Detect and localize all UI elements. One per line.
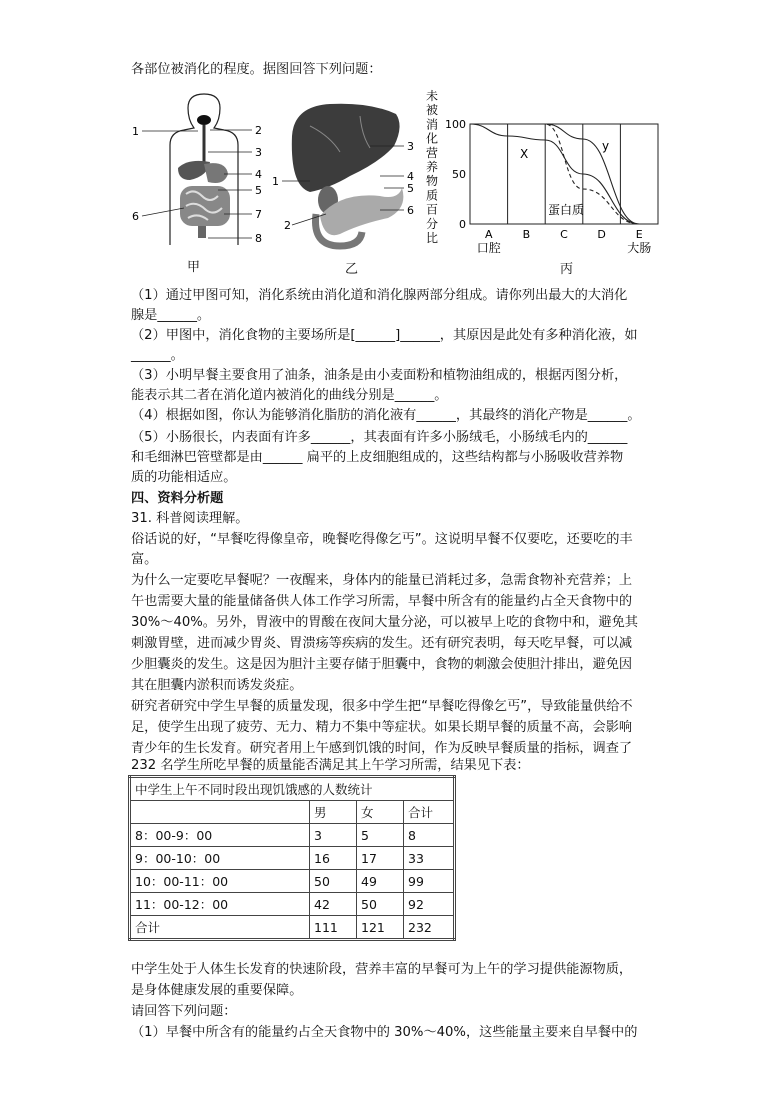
after-table-line-3: 请回答下列问题： — [131, 1004, 237, 1019]
question-line-8: （5）小肠很长，内表面有许多______，其表面有许多小肠绒毛，小肠绒毛内的______ — [131, 430, 628, 445]
jia-label-3: 3 — [255, 146, 262, 159]
ylabel-char: 被 — [426, 103, 439, 118]
question-line-7: （4）根据如图，你认为能够消化脂肪的消化液有______，其最终的消化产物是______。 — [131, 408, 641, 423]
table-cell: 50 — [357, 893, 404, 916]
x-tick-label: C — [560, 228, 568, 241]
passage-line-10: 研究者研究中学生早餐的质量发现，很多中学生把“早餐吃得像乞丐”，导致能量供给不 — [131, 699, 633, 714]
x-tick-label: B — [522, 228, 531, 241]
question-line-5: （3）小明早餐主要食用了油条，油条是由小麦面粉和植物油组成的，根据丙图分析， — [131, 368, 628, 383]
ylabel-char: 物 — [426, 174, 439, 189]
ylabel-char: 消 — [426, 117, 439, 132]
table-cell: 111 — [310, 916, 357, 940]
yi-label-2: 2 — [284, 219, 291, 232]
question-line-10: 质的功能相适应。 — [131, 470, 237, 485]
table-cell: 3 — [310, 824, 357, 847]
x-tick-label: A — [485, 228, 493, 241]
curve-label-protein: 蛋白质 — [548, 203, 585, 217]
ylabel-char: 分 — [426, 216, 439, 231]
table-cell: 99 — [404, 870, 455, 893]
figure-jia-digestive-system — [128, 90, 274, 248]
table-row — [130, 916, 455, 940]
table-cell: 232 — [404, 916, 455, 940]
jia-label-4: 4 — [255, 168, 262, 181]
ylabel-char: 养 — [426, 160, 439, 174]
y-tick-label: 0 — [459, 218, 466, 231]
x-sub-label: 大肠 — [627, 241, 652, 255]
table-cell: 50 — [310, 870, 357, 893]
table-header-cell: 女 — [357, 801, 404, 824]
table-header-row — [130, 801, 455, 824]
table-cell: 92 — [404, 893, 455, 916]
question-line-9: 和毛细淋巴管壁都是由______ 扁平的上皮细胞组成的，这些结构都与小肠吸收营养物 — [131, 450, 624, 465]
jia-label-2: 2 — [255, 124, 262, 137]
jia-label-1: 1 — [132, 125, 139, 138]
x-tick-label: D — [597, 228, 606, 241]
ylabel-char: 未 — [426, 89, 439, 103]
table-header-cell: 男 — [310, 801, 357, 824]
passage-line-1: 31. 科普阅读理解。 — [131, 511, 249, 526]
ylabel-char: 比 — [426, 231, 439, 245]
ylabel-char: 百 — [426, 202, 439, 217]
table-cell: 16 — [310, 847, 357, 870]
x-sub-label: 口腔 — [476, 241, 501, 255]
figure-bing-caption: 丙 — [560, 262, 574, 277]
intro-line: 各部位被消化的程度。据图回答下列问题： — [131, 62, 382, 77]
passage-line-12: 青少年的生长发育。研究者用上午感到饥饿的时间，作为反映早餐质量的指标，调查了 — [131, 741, 633, 756]
after-table-line-4: （1）早餐中所含有的能量约占全天食物中的 30%～40%，这些能量主要来自早餐中的 — [131, 1025, 638, 1040]
table-cell: 17 — [357, 847, 404, 870]
table-cell: 33 — [404, 847, 455, 870]
after-table-line-2: 是身体健康发展的重要保障。 — [131, 983, 303, 998]
table-cell: 11：00-12：00 — [130, 893, 310, 916]
table-header-cell: 合计 — [404, 801, 455, 824]
question-line-3: （2）甲图中，消化食物的主要场所是[______]______，其原因是此处有多种消化液，如 — [131, 328, 638, 343]
passage-line-13: 232 名学生所吃早餐的质量能否满足其上午学习所需，结果见下表： — [131, 758, 530, 773]
table-title: 中学生上午不同时段出现饥饿感的人数统计 — [130, 777, 455, 801]
figure-jia-caption: 甲 — [187, 260, 201, 275]
table-row — [130, 870, 455, 893]
x-tick-label: E — [635, 228, 643, 241]
table-cell: 10：00-11：00 — [130, 870, 310, 893]
figure-yi-liver-pancreas — [270, 96, 420, 251]
section-heading: 四、资料分析题 — [131, 491, 224, 506]
table-row — [130, 824, 455, 847]
y-tick-label: 50 — [452, 168, 466, 181]
passage-line-3: 富。 — [131, 552, 158, 567]
passage-line-5: 午也需要大量的能量储备供人体工作学习所需，早餐中所含有的能量约占全天食物中的 — [131, 594, 633, 609]
passage-line-9: 其在胆囊内淤积而诱发炎症。 — [131, 678, 303, 693]
hunger-stats-table — [128, 775, 456, 941]
passage-line-6: 30%～40%。另外，胃液中的胃酸在夜间大量分泌，可以被早上吃的食物中和，避免其 — [131, 615, 638, 630]
table-row — [130, 893, 455, 916]
question-line-2: 腺是______。 — [131, 308, 211, 323]
yi-label-1: 1 — [272, 175, 279, 188]
passage-line-2: 俗话说的好，“早餐吃得像皇帝，晚餐吃得像乞丐”。这说明早餐不仅要吃，还要吃的丰 — [131, 532, 633, 547]
ylabel-char: 营 — [426, 145, 439, 160]
table-cell: 49 — [357, 870, 404, 893]
passage-line-8: 少胆囊炎的发生。这是因为胆汁主要存储于胆囊中，食物的刺激会使胆汁排出，避免因 — [131, 657, 633, 672]
jia-label-7: 7 — [255, 208, 262, 221]
question-line-6: 能表示其二者在消化道内被消化的曲线分别是______。 — [131, 388, 448, 403]
jia-label-5: 5 — [255, 184, 262, 197]
ylabel-char: 质 — [426, 188, 439, 203]
yi-label-3: 3 — [407, 140, 414, 153]
table-cell: 42 — [310, 893, 357, 916]
passage-line-7: 刺激胃壁，进而减少胃炎、胃溃疡等疾病的发生。还有研究表明，每天吃早餐，可以减 — [131, 636, 633, 651]
question-line-1: （1）通过甲图可知，消化系统由消化道和消化腺两部分组成。请你列出最大的大消化 — [131, 288, 628, 303]
passage-line-4: 为什么一定要吃早餐呢？一夜醒来，身体内的能量已消耗过多，急需食物补充营养；上 — [131, 573, 633, 588]
yi-label-4: 4 — [407, 170, 414, 183]
after-table-line-1: 中学生处于人体生长发育的快速阶段，营养丰富的早餐可为上午的学习提供能源物质， — [131, 962, 633, 977]
jia-label-6: 6 — [132, 210, 139, 223]
table-cell: 121 — [357, 916, 404, 940]
ylabel-char: 化 — [426, 131, 439, 146]
table-cell: 8：00-9：00 — [130, 824, 310, 847]
table-cell: 5 — [357, 824, 404, 847]
figure-bing-chart — [422, 88, 666, 258]
curve-label-y: y — [602, 139, 610, 153]
question-line-4: ______。 — [131, 348, 184, 363]
passage-line-11: 足，使学生出现了疲劳、无力、精力不集中等症状。如果长期早餐的质量不高，会影响 — [131, 720, 633, 735]
y-tick-label: 100 — [445, 118, 466, 131]
chart-ylabel — [426, 88, 438, 245]
table-row — [130, 847, 455, 870]
table-cell: 9：00-10：00 — [130, 847, 310, 870]
yi-label-5: 5 — [407, 182, 414, 195]
curve-label-x: X — [520, 147, 529, 161]
yi-label-6: 6 — [407, 204, 414, 217]
table-cell: 合计 — [130, 916, 310, 940]
jia-label-8: 8 — [255, 232, 262, 245]
table-header-cell — [130, 801, 310, 824]
table-cell: 8 — [404, 824, 455, 847]
figure-yi-caption: 乙 — [345, 262, 359, 277]
table-title-row — [130, 777, 455, 801]
